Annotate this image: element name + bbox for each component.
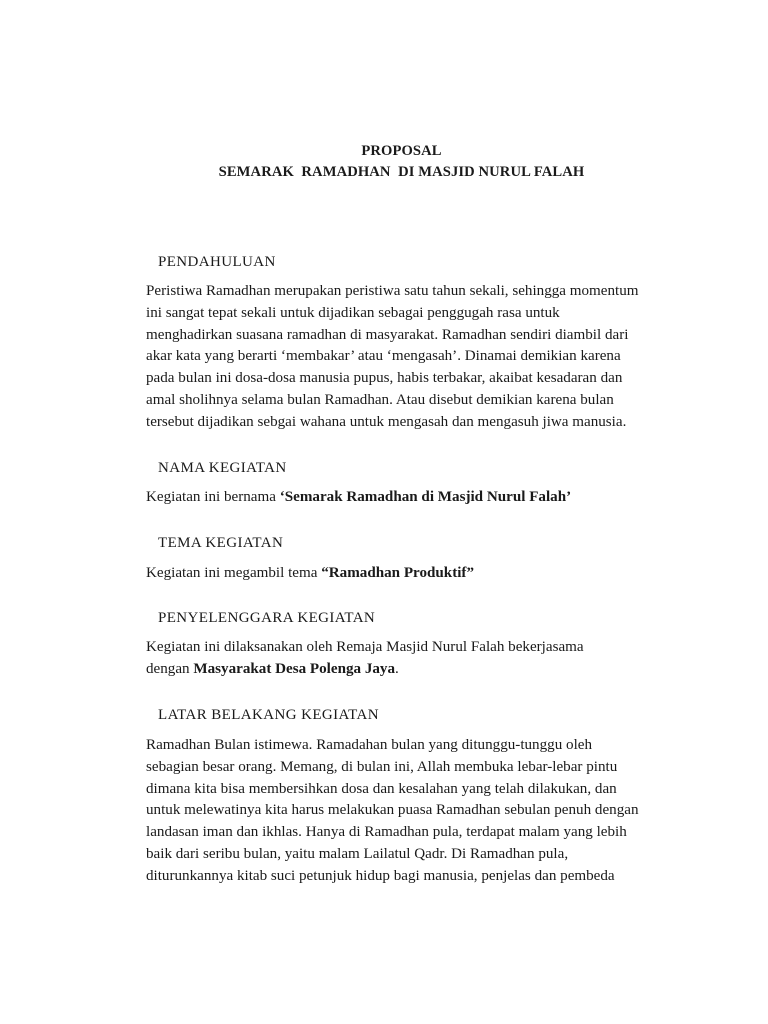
tema-kegiatan-theme: “Ramadhan Produktif” (321, 565, 474, 581)
section-heading-pendahuluan: PENDAHULUAN (158, 254, 276, 270)
paragraph-line: sebagian besar orang. Memang, di bulan ini, Allah membuka lebar-lebar pintu (146, 758, 618, 775)
document-title: PROPOSAL (361, 143, 442, 159)
paragraph-line: Ramadhan Bulan istimewa. Ramadahan bulan yang ditunggu-tunggu oleh (146, 737, 593, 753)
paragraph-line: landasan iman dan ikhlas. Hanya di Ramadhan pula, terdapat malam yang lebih (146, 824, 627, 841)
paragraph-line: tersebut dijadikan sebgai wahana untuk mengasah dan mengasuh jiwa manusia. (146, 413, 627, 430)
nama-kegiatan-text (146, 489, 571, 506)
paragraph-line: pada bulan ini dosa-dosa manusia pupus, habis terbakar, akaibat kesadaran dan (146, 370, 623, 387)
tema-kegiatan-text (146, 565, 474, 582)
paragraph-line: amal sholihnya selama bulan Ramadhan. Atau disebut demikian karena bulan (146, 391, 614, 408)
penyelenggara-suffix: . (395, 660, 399, 677)
penyelenggara-partner: Masyarakat Desa Polenga Jaya (193, 660, 396, 677)
section-heading-tema-kegiatan: TEMA KEGIATAN (158, 535, 284, 551)
document-subtitle: SEMARAK RAMADHAN DI MASJID NURUL FALAH (218, 164, 585, 180)
paragraph-line: Kegiatan ini dilaksanakan oleh Remaja Masjid Nurul Falah bekerjasama (146, 639, 584, 655)
paragraph-line: baik dari seribu bulan, yaitu malam Lailatul Qadr. Di Ramadhan pula, (146, 845, 569, 862)
nama-kegiatan-prefix: Kegiatan ini bernama (146, 489, 280, 505)
section-heading-latar-belakang: LATAR BELAKANG KEGIATAN (158, 707, 379, 723)
penyelenggara-paragraph (146, 637, 666, 681)
latar-belakang-paragraph (146, 735, 666, 888)
tema-kegiatan-prefix: Kegiatan ini megambil tema (146, 565, 322, 581)
paragraph-line: dimana kita bisa membersihkan dosa dan kesalahan yang telah dilakukan, dan (146, 780, 617, 797)
paragraph-line: ini sangat tepat sekali untuk dijadikan sebagai penggugah rasa untuk (146, 304, 560, 321)
nama-kegiatan-name: ‘Semarak Ramadhan di Masjid Nurul Falah’ (279, 489, 572, 505)
section-heading-penyelenggara: PENYELENGGARA KEGIATAN (158, 610, 376, 626)
pendahuluan-paragraph (146, 281, 666, 434)
penyelenggara-prefix: dengan (146, 660, 194, 677)
paragraph-line: diturunkannya kitab suci petunjuk hidup bagi manusia, penjelas dan pembeda (146, 867, 615, 884)
paragraph-line: untuk melewatinya kita harus melakukan puasa Ramadhan sebulan penuh dengan (146, 802, 639, 819)
paragraph-line: akar kata yang berarti ‘membakar’ atau ‘mengasah’. Dinamai demikian karena (146, 348, 621, 365)
paragraph-line (146, 659, 666, 681)
section-heading-nama-kegiatan: NAMA KEGIATAN (158, 460, 287, 476)
paragraph-line: Peristiwa Ramadhan merupakan peristiwa satu tahun sekali, sehingga momentum (146, 283, 639, 299)
paragraph-line: menghadirkan suasana ramadhan di masyarakat. Ramadhan sendiri diambil dari (146, 326, 629, 343)
